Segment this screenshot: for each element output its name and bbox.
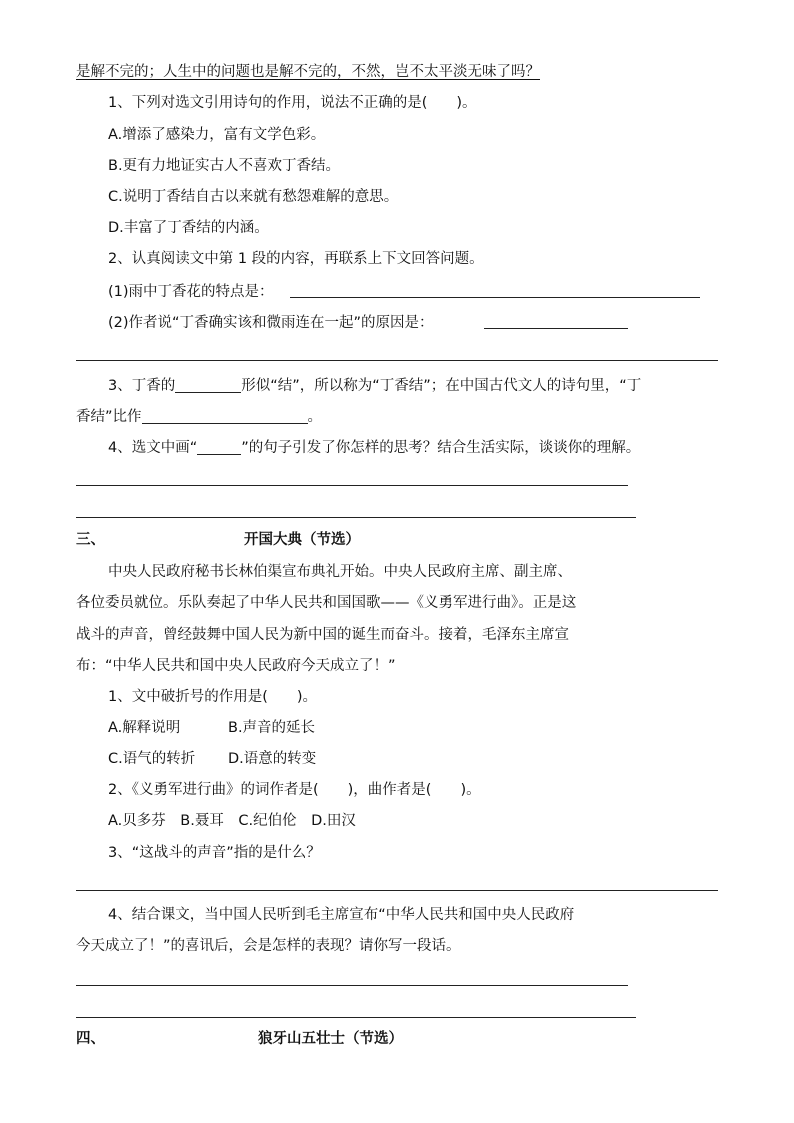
question-s3-q4-line2: 今天成立了！”的喜讯后，会是怎样的表现？请你写一段话。 bbox=[76, 938, 461, 954]
answer-line[interactable] bbox=[76, 985, 628, 986]
answer-line[interactable] bbox=[76, 517, 636, 518]
question-s3-q3: 3、“这战斗的声音”指的是什么？ bbox=[108, 845, 321, 861]
section-four-number: 四、 bbox=[76, 1031, 105, 1047]
question-s2-q3-line1: 3、丁香的 形似“结”，所以称为“丁香结”；在中国古代文人的诗句里，“丁 bbox=[108, 378, 642, 394]
option-d: D.丰富了丁香结的内涵。 bbox=[108, 220, 269, 236]
passage-line: 中央人民政府秘书长林伯渠宣布典礼开始。中央人民政府主席、副主席、 bbox=[108, 564, 572, 580]
question-s2-q2-1: (1)雨中丁香花的特点是： bbox=[108, 284, 274, 300]
answer-line[interactable] bbox=[484, 328, 628, 329]
question-s2-q2: 2、认真阅读文中第 1 段的内容，再联系上下文回答问题。 bbox=[108, 251, 484, 267]
option-a: A.增添了感染力，富有文学色彩。 bbox=[108, 127, 326, 143]
question-s2-q3-line2: 香结”比作 。 bbox=[76, 409, 323, 425]
section-three-number: 三、 bbox=[76, 532, 105, 548]
fill-blank[interactable] bbox=[142, 407, 308, 424]
option-c: C.语气的转折 bbox=[108, 751, 196, 767]
passage-line: 布：“中华人民共和国中央人民政府今天成立了！” bbox=[76, 658, 396, 674]
question-s2-q4: 4、选文中画“ ”的句子引发了你怎样的思考？结合生活实际，谈谈你的理解。 bbox=[108, 440, 641, 456]
option-d: D.语意的转变 bbox=[228, 751, 317, 767]
question-s3-q2-options: A.贝多芬 B.聂耳 C.纪伯伦 D.田汉 bbox=[108, 813, 356, 829]
answer-line[interactable] bbox=[76, 1017, 636, 1018]
answer-line[interactable] bbox=[76, 890, 718, 891]
question-s3-q1: 1、文中破折号的作用是( )。 bbox=[108, 689, 318, 705]
answer-line[interactable] bbox=[76, 485, 628, 486]
section-three-title: 开国大典（节选） bbox=[244, 532, 360, 548]
option-a: A.解释说明 bbox=[108, 720, 181, 736]
option-b: B.声音的延长 bbox=[228, 720, 316, 736]
option-b: B.更有力地证实古人不喜欢丁香结。 bbox=[108, 158, 341, 174]
section-four-title: 狼牙山五壮士（节选） bbox=[258, 1031, 403, 1047]
fill-blank[interactable] bbox=[175, 376, 241, 393]
underline-sample bbox=[197, 438, 241, 455]
question-s3-q2: 2、《义勇军进行曲》的词作者是( )，曲作者是( )。 bbox=[108, 782, 481, 798]
question-s2-q1: 1、下列对选文引用诗句的作用，说法不正确的是( )。 bbox=[108, 95, 477, 111]
passage-line: 战斗的声音，曾经鼓舞中国人民为新中国的诞生而奋斗。接着，毛泽东主席宣 bbox=[76, 627, 569, 643]
passage-closing-sentence: 是解不完的；人生中的问题也是解不完的，不然，岂不太平淡无味了吗？ bbox=[76, 64, 540, 80]
answer-line[interactable] bbox=[76, 360, 718, 361]
question-s3-q4-line1: 4、结合课文，当中国人民听到毛主席宣布“中华人民共和国中央人民政府 bbox=[108, 907, 575, 923]
option-c: C.说明丁香结自古以来就有愁怨难解的意思。 bbox=[108, 189, 399, 205]
question-s2-q2-2: (2)作者说“丁香确实该和微雨连在一起”的原因是： bbox=[108, 315, 434, 331]
answer-line[interactable] bbox=[290, 297, 700, 298]
passage-line: 各位委员就位。乐队奏起了中华人民共和国国歌——《义勇军进行曲》。正是这 bbox=[76, 595, 577, 611]
